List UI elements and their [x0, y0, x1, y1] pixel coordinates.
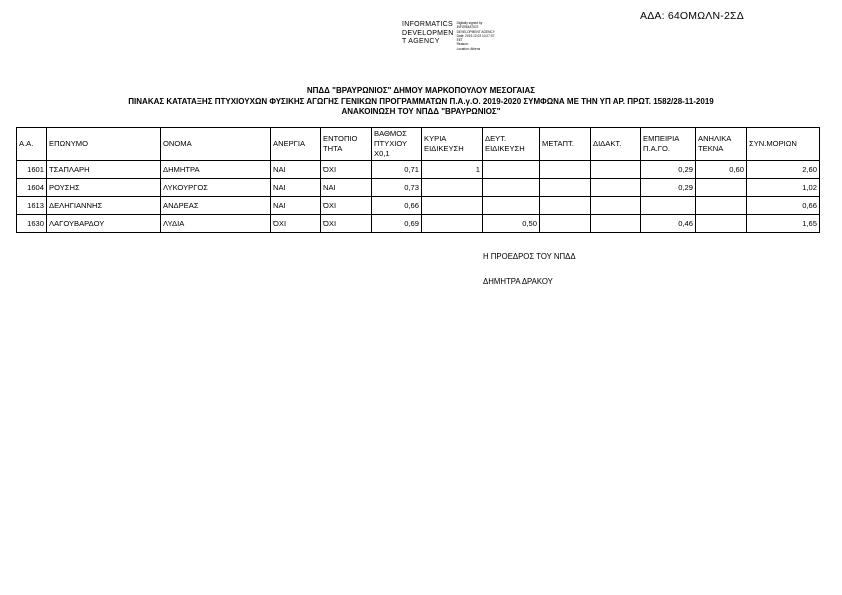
announcement-title: ΑΝΑΚΟΙΝΩΣΗ ΤΟΥ ΝΠΔΔ "ΒΡΑΥΡΩΝΙΟΣ" — [341, 107, 501, 116]
table-cell — [591, 215, 641, 233]
table-cell: 0,29 — [641, 161, 696, 179]
header-cell: ΟΝΟΜΑ — [161, 128, 271, 161]
table-cell — [540, 215, 591, 233]
table-row — [17, 161, 820, 179]
ada-code: ΑΔΑ: 64ΟΜΩΛΝ-2ΣΔ — [640, 10, 744, 22]
stamp-detail-line: INFORMATICS — [456, 25, 479, 30]
table-cell: 0,71 — [372, 161, 422, 179]
table-cell — [591, 197, 641, 215]
header-cell: ΕΝΤΟΠΙΟ ΤΗΤΑ — [321, 128, 372, 161]
table-cell — [422, 179, 483, 197]
table-cell: ΌΧΙ — [321, 197, 372, 215]
header-cell: ΜΕΤΑΠΤ. — [540, 128, 591, 161]
table-cell: 0,60 — [696, 161, 747, 179]
header-cell: ΚΥΡΙΑ ΕΙΔΙΚΕΥΣΗ — [422, 128, 483, 161]
table-cell: ΛΥΔΙΑ — [161, 215, 271, 233]
table-cell — [422, 215, 483, 233]
header-cell: ΣΥΝ.ΜΟΡΙΩΝ — [747, 128, 820, 161]
stamp-issuer-line: T AGENCY — [402, 38, 440, 45]
header-cell: ΕΜΠΕΙΡΙΑ Π.Α.ΓΟ. — [641, 128, 696, 161]
table-cell: 0,50 — [483, 215, 540, 233]
table-cell — [696, 215, 747, 233]
stamp-details — [457, 21, 495, 51]
table-cell: ΛΑΓΟΥΒΑΡΔΟΥ — [47, 215, 161, 233]
table-cell: 0,66 — [747, 197, 820, 215]
table-cell: 0,46 — [641, 215, 696, 233]
table-cell: ΌΧΙ — [271, 215, 321, 233]
table-cell: ΝΑΙ — [271, 161, 321, 179]
table-cell: 1604 — [17, 179, 47, 197]
table-cell: ΝΑΙ — [271, 179, 321, 197]
table-cell — [483, 179, 540, 197]
header-cell: ΕΠΩΝΥΜΟ — [47, 128, 161, 161]
table-cell: 1613 — [17, 197, 47, 215]
table-cell — [591, 179, 641, 197]
ranking-table-title: ΠΙΝΑΚΑΣ ΚΑΤΑΤΑΞΗΣ ΠΤΥΧΙΟΥΧΩΝ ΦΥΣΙΚΗΣ ΑΓΩΓΗΣ ΓΕΝΙΚΩΝ ΠΡΟΓΡΑΜΜΑΤΩΝ Π.Α.γ.Ο. 2019-2020 ΣΥΜΦΩΝΑ ΜΕ ΤΗΝ ΥΠ ΑΡ. ΠΡΩΤ. 1582/28-11-2019 — [128, 96, 714, 106]
table-cell: ΑΝΔΡΕΑΣ — [161, 197, 271, 215]
stamp-detail-line: Reason: — [456, 42, 469, 47]
stamp-detail-line: Date: 2019.12.03 10:27:07 — [456, 33, 495, 38]
table-cell: ΝΑΙ — [321, 179, 372, 197]
stamp-detail-line: Location: Athens — [456, 46, 481, 51]
signature-role: Η ΠΡΟΕΔΡΟΣ ΤΟΥ ΝΠΔΔ — [483, 252, 576, 261]
digital-signature-stamp — [402, 21, 495, 51]
stamp-issuer-line: INFORMATICS — [402, 21, 454, 28]
table-row — [17, 179, 820, 197]
table-cell: 1,65 — [747, 215, 820, 233]
table-cell — [540, 161, 591, 179]
header-cell: Α.Α. — [17, 128, 47, 161]
organization-title: ΝΠΔΔ "ΒΡΑΥΡΩΝΙΟΣ" ΔΗΜΟΥ ΜΑΡΚΟΠΟΥΛΟΥ ΜΕΣΟΓΑΙΑΣ — [306, 86, 536, 95]
table-cell — [591, 161, 641, 179]
table-cell: 1601 — [17, 161, 47, 179]
stamp-detail-line: DEVELOPMENT AGENCY — [456, 29, 495, 34]
table-cell: 0,73 — [372, 179, 422, 197]
table-cell: 1630 — [17, 215, 47, 233]
header-cell: ΔΙΔΑΚΤ. — [591, 128, 641, 161]
stamp-issuer-line: DEVELOPMEN — [402, 29, 454, 37]
table-header-row — [17, 128, 820, 161]
signature-name: ΔΗΜΗΤΡΑ ΔΡΑΚΟΥ — [483, 277, 553, 286]
table-cell — [422, 197, 483, 215]
table-cell: ΡΟΥΣΗΣ — [47, 179, 161, 197]
table-cell: 0,29 — [641, 179, 696, 197]
table-row — [17, 197, 820, 215]
table-cell — [540, 179, 591, 197]
table-cell — [483, 197, 540, 215]
ranking-table — [16, 127, 820, 233]
table-cell — [483, 161, 540, 179]
header-cell: ΒΑΘΜΟΣ ΠΤΥΧΙΟΥ Χ0,1 — [372, 128, 422, 161]
table-cell: 1 — [422, 161, 483, 179]
table-cell: ΌΧΙ — [321, 161, 372, 179]
table-cell: ΔΕΛΗΓΙΑΝΝΗΣ — [47, 197, 161, 215]
stamp-detail-line: EET — [456, 38, 463, 43]
header-cell: ΑΝΕΡΓΙΑ — [271, 128, 321, 161]
table-cell: 2,60 — [747, 161, 820, 179]
table-cell: ΔΗΜΗΤΡΑ — [161, 161, 271, 179]
document-headings — [0, 86, 842, 118]
table-cell: 0,66 — [372, 197, 422, 215]
table-cell: ΛΥΚΟΥΡΓΟΣ — [161, 179, 271, 197]
table-cell — [696, 197, 747, 215]
table-cell — [696, 179, 747, 197]
table-cell: 0,69 — [372, 215, 422, 233]
header-cell: ΑΝΗΛΙΚΑ ΤΕΚΝΑ — [696, 128, 747, 161]
table-cell — [641, 197, 696, 215]
header-cell: ΔΕΥΤ. ΕΙΔΙΚΕΥΣΗ — [483, 128, 540, 161]
table-cell — [540, 197, 591, 215]
table-cell: ΝΑΙ — [271, 197, 321, 215]
table-cell: ΌΧΙ — [321, 215, 372, 233]
table-cell: ΤΣΑΠΛΑΡΗ — [47, 161, 161, 179]
table-row — [17, 215, 820, 233]
table-cell: 1,02 — [747, 179, 820, 197]
stamp-issuer — [402, 21, 454, 51]
stamp-detail-line: Digitally signed by — [456, 21, 483, 25]
